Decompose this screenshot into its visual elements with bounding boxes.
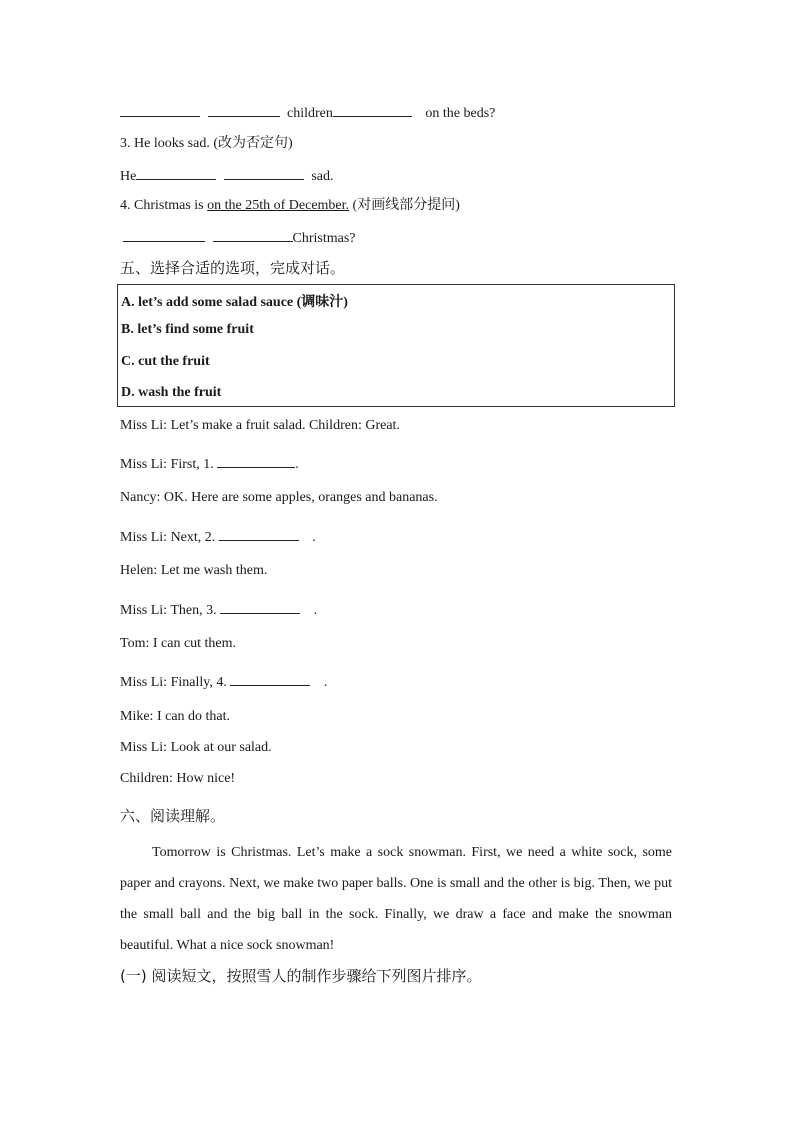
dialogue-line-1: Miss Li: Let’s make a fruit salad. Children: Great.	[120, 418, 400, 433]
dialogue-line-5: Helen: Let me wash them.	[120, 563, 268, 578]
q4-stem-a: 4. Christmas is	[120, 198, 208, 213]
answer-blank[interactable]	[123, 227, 205, 242]
answer-blank[interactable]	[224, 165, 304, 180]
dialogue-text: Miss Li: Finally, 4.	[120, 675, 231, 690]
dialogue-line-3: Nancy: OK. Here are some apples, oranges and bananas.	[120, 490, 438, 505]
dialogue-line-4	[120, 526, 316, 548]
answer-blank[interactable]	[333, 102, 412, 117]
section-6-subtitle: (一) 阅读短文，按照雪人的制作步骤给下列图片排序。	[120, 967, 482, 985]
dialogue-line-7: Tom: I can cut them.	[120, 636, 237, 651]
options-box	[117, 284, 675, 407]
dialogue-text: Miss Li: Next, 2.	[120, 530, 219, 545]
dialogue-line-10: Miss Li: Look at our salad.	[120, 740, 272, 755]
dialogue-line-6	[120, 599, 317, 621]
dialogue-line-8	[120, 671, 327, 693]
section-5-title: 五、选择合适的选项，完成对话。	[120, 259, 346, 277]
q3-end-text: sad.	[311, 169, 334, 184]
option-a: A. let’s add some salad sauce (调味汁)	[121, 295, 348, 310]
dialogue-line-11: Children: How nice!	[120, 771, 236, 786]
question-4-blank-line	[123, 227, 356, 249]
option-d: D. wash the fruit	[121, 385, 222, 400]
q4-end-text: Christmas?	[292, 231, 356, 246]
question-3-stem: 3. He looks sad. (改为否定句)	[120, 136, 293, 151]
dialogue-line-9: Mike: I can do that.	[120, 709, 231, 724]
answer-blank[interactable]	[213, 227, 293, 242]
answer-blank-1[interactable]	[217, 453, 295, 468]
dialogue-text: Miss Li: First, 1.	[120, 457, 218, 472]
answer-blank[interactable]	[136, 165, 216, 180]
answer-blank-2[interactable]	[219, 526, 299, 541]
q4-underlined-phrase: on the 25th of December.	[207, 198, 350, 213]
q2-middle-text: children	[287, 106, 333, 121]
q2-end-text: on the beds?	[425, 106, 496, 121]
section-6-title: 六、阅读理解。	[120, 807, 226, 825]
q3-start-text: He	[120, 169, 137, 184]
answer-blank-4[interactable]	[230, 671, 310, 686]
dialogue-text: .	[295, 457, 299, 472]
q4-stem-b: (对画线部分提问)	[349, 198, 460, 213]
option-b: B. let’s find some fruit	[121, 322, 254, 337]
reading-passage: Tomorrow is Christmas. Let’s make a sock snowman. First, we need a white sock, some paper and crayons. Next, we make two paper balls. One is small and the other is big. Then, we put the small ball and the big ball in the sock. Finally, we draw a face and make the snowman beautiful. What a nice sock snowman!	[120, 845, 672, 953]
answer-blank[interactable]	[120, 102, 200, 117]
question-4-stem	[120, 196, 460, 216]
question-3-blank-line	[120, 165, 334, 187]
dialogue-text: .	[310, 603, 318, 618]
dialogue-line-2	[120, 453, 299, 475]
option-c: C. cut the fruit	[121, 354, 210, 369]
answer-blank[interactable]	[208, 102, 280, 117]
question-2-blank-line	[120, 102, 495, 124]
answer-blank-3[interactable]	[220, 599, 300, 614]
dialogue-text: .	[320, 675, 328, 690]
dialogue-text: Miss Li: Then, 3.	[120, 603, 221, 618]
dialogue-text: .	[308, 530, 316, 545]
